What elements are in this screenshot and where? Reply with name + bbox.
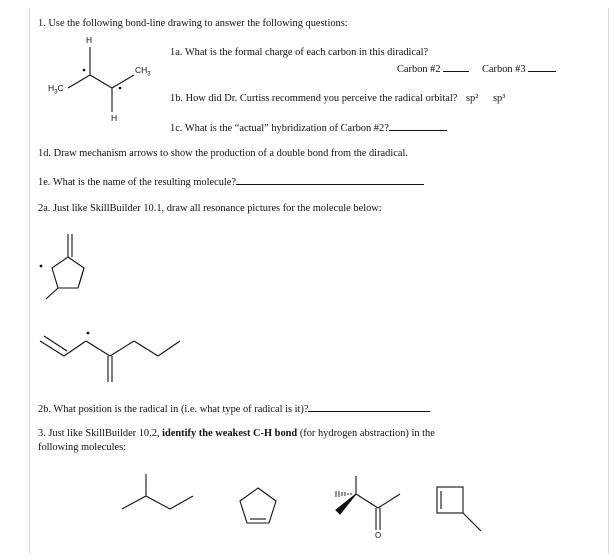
cyclopentene-structure	[240, 488, 276, 523]
q3-text: 3. Just like SkillBuilder 10.2, identify the weakest C-H bond (for hydrogen abstraction) in the	[38, 428, 435, 439]
q2b-text: 2b. What position is the radical in (i.e. what type of radical is it)?	[38, 402, 430, 416]
q3-text-line2: following molecules:	[38, 442, 127, 453]
oxygen-label: O	[375, 531, 382, 540]
q3-emphasis: identify the weakest C-H bond	[162, 428, 298, 439]
h3c-label: $H_3C$	[48, 83, 64, 96]
carbon2-label: Carbon #2	[397, 62, 469, 76]
branched-alkane-structure	[122, 474, 193, 509]
h-top-label: H	[86, 35, 93, 45]
h-bottom-label: H	[111, 113, 118, 123]
acyclic-radical-structure	[40, 332, 180, 382]
q1b-text: 1b. How did Dr. Curtiss recommend you perceive the radical orbital? sp² sp³	[170, 93, 506, 104]
q1e-text: 1e. What is the name of the resulting molecule?	[38, 175, 424, 189]
ch3-label: $CH_3$	[135, 65, 151, 78]
q2a-text: 2a. Just like SkillBuilder 10.1, draw all resonance pictures for the molecule below:	[38, 203, 382, 214]
ketone-structure	[336, 476, 400, 530]
cyclopentyl-radical-structure	[40, 234, 84, 299]
q1a-text: 1a. What is the formal charge of each carbon in this diradical?	[170, 47, 429, 58]
carbon3-label: Carbon #3	[482, 62, 556, 76]
diradical-structure	[68, 47, 134, 112]
sp3-option[interactable]: sp³	[492, 93, 506, 104]
q1d-text: 1d. Draw mechanism arrows to show the production of a double bond from the diradical.	[38, 148, 408, 159]
q1c-text: 1c. What is the “actual” hybridization of Carbon #2?	[170, 121, 447, 135]
q1-prompt: 1. Use the following bond-line drawing to answer the following questions:	[38, 18, 348, 29]
cyclobutene-structure	[437, 487, 481, 531]
sp2-option[interactable]: sp²	[466, 93, 479, 104]
